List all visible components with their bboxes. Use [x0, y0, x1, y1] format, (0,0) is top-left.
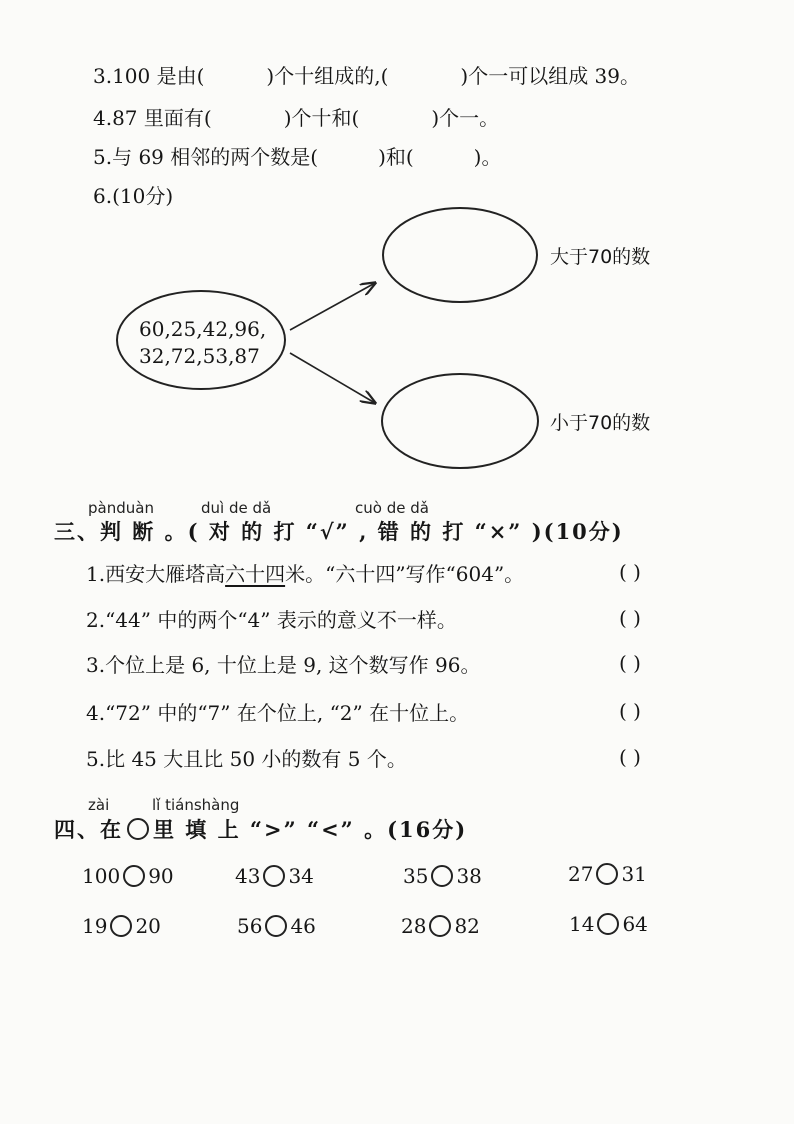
compare-right: 82 — [454, 914, 480, 938]
compare-right: 20 — [135, 914, 161, 938]
compare-right: 46 — [290, 914, 316, 938]
judge-item-1-underlined: 六十四 — [225, 562, 286, 586]
judge-item-4: 4.“72” 中的“7” 在个位上, “2” 在十位上。 — [86, 701, 470, 725]
compare-2-3 — [401, 914, 480, 938]
compare-circle[interactable] — [265, 915, 287, 937]
compare-circle[interactable] — [263, 865, 285, 887]
compare-1-3 — [403, 864, 482, 888]
compare-right: 31 — [621, 862, 647, 886]
compare-circle[interactable] — [431, 865, 453, 887]
q4-text-2: )个十和( — [283, 106, 360, 130]
compare-right: 34 — [288, 864, 314, 888]
s4-title-post: 里 填 上 “>” “<” 。(16分) — [153, 817, 468, 842]
compare-1-4 — [568, 862, 647, 886]
source-numbers-line-2: 32,72,53,87 — [139, 344, 260, 368]
compare-circle[interactable] — [110, 915, 132, 937]
judge-item-1-text: 1.西安大雁塔高 — [86, 562, 226, 586]
less-than-70-ellipse[interactable] — [381, 373, 539, 469]
compare-right: 38 — [456, 864, 482, 888]
arrow-up — [290, 283, 375, 330]
q3-text-1: 3.100 是由( — [93, 64, 205, 88]
s3-pinyin-wrong: cuò de dǎ — [355, 499, 429, 517]
compare-circle[interactable] — [597, 913, 619, 935]
judge-item-1 — [86, 560, 524, 588]
section-4-title — [54, 814, 467, 844]
less-than-70-label: 小于70的数 — [550, 412, 651, 434]
compare-left: 14 — [569, 912, 595, 936]
s4-title-pre: 四、在 — [54, 817, 123, 842]
compare-2-4 — [569, 912, 648, 936]
s3-pinyin-correct: duì de dǎ — [201, 499, 272, 517]
compare-left: 35 — [403, 864, 429, 888]
judge-item-4-answer[interactable]: ( ) — [619, 699, 641, 723]
greater-than-70-ellipse[interactable] — [382, 207, 538, 303]
compare-1-1 — [82, 864, 174, 888]
compare-left: 56 — [237, 914, 263, 938]
s4-pinyin-fill: lǐ tiánshàng — [152, 796, 240, 814]
compare-left: 28 — [401, 914, 427, 938]
compare-left: 100 — [82, 864, 121, 888]
judge-item-3-answer[interactable]: ( ) — [619, 651, 641, 675]
judge-item-5: 5.比 45 大且比 50 小的数有 5 个。 — [86, 747, 407, 771]
judge-item-2-answer[interactable]: ( ) — [619, 606, 641, 630]
compare-circle[interactable] — [429, 915, 451, 937]
q4-text-3: )个一。 — [431, 106, 500, 130]
q5-text-2: )和( — [378, 145, 414, 169]
greater-than-70-label: 大于70的数 — [550, 246, 651, 268]
judge-item-5-answer[interactable]: ( ) — [619, 745, 641, 769]
judge-item-1-text-2: 米。“六十四”写作“604”。 — [285, 562, 525, 586]
source-numbers-line-1: 60,25,42,96, — [139, 317, 267, 341]
q3-text-3: )个一可以组成 39。 — [460, 64, 640, 88]
q4-text-1: 4.87 里面有( — [93, 106, 212, 130]
circle-icon — [127, 818, 149, 840]
judge-item-2: 2.“44” 中的两个“4” 表示的意义不一样。 — [86, 608, 457, 632]
compare-left: 43 — [235, 864, 261, 888]
compare-2-1 — [82, 914, 161, 938]
judge-item-1-answer[interactable]: ( ) — [619, 560, 641, 584]
arrow-down — [290, 353, 375, 403]
compare-right: 64 — [622, 912, 648, 936]
s3-pinyin-judge: pànduàn — [88, 499, 154, 517]
q5-text-1: 5.与 69 相邻的两个数是( — [93, 145, 319, 169]
compare-left: 19 — [82, 914, 108, 938]
question-6-label: 6.(10分) — [93, 184, 174, 208]
section-3-title: 三、判 断 。( 对 的 打 “√” , 错 的 打 “×” )(10分) — [54, 519, 624, 544]
compare-1-2 — [235, 864, 314, 888]
compare-circle[interactable] — [596, 863, 618, 885]
compare-2-2 — [237, 914, 316, 938]
compare-left: 27 — [568, 862, 594, 886]
judge-item-3: 3.个位上是 6, 十位上是 9, 这个数写作 96。 — [86, 653, 481, 677]
s4-pinyin-at: zài — [88, 796, 110, 814]
compare-circle[interactable] — [123, 865, 145, 887]
q5-text-3: )。 — [473, 145, 502, 169]
compare-right: 90 — [148, 864, 174, 888]
q3-text-2: )个十组成的,( — [266, 64, 389, 88]
